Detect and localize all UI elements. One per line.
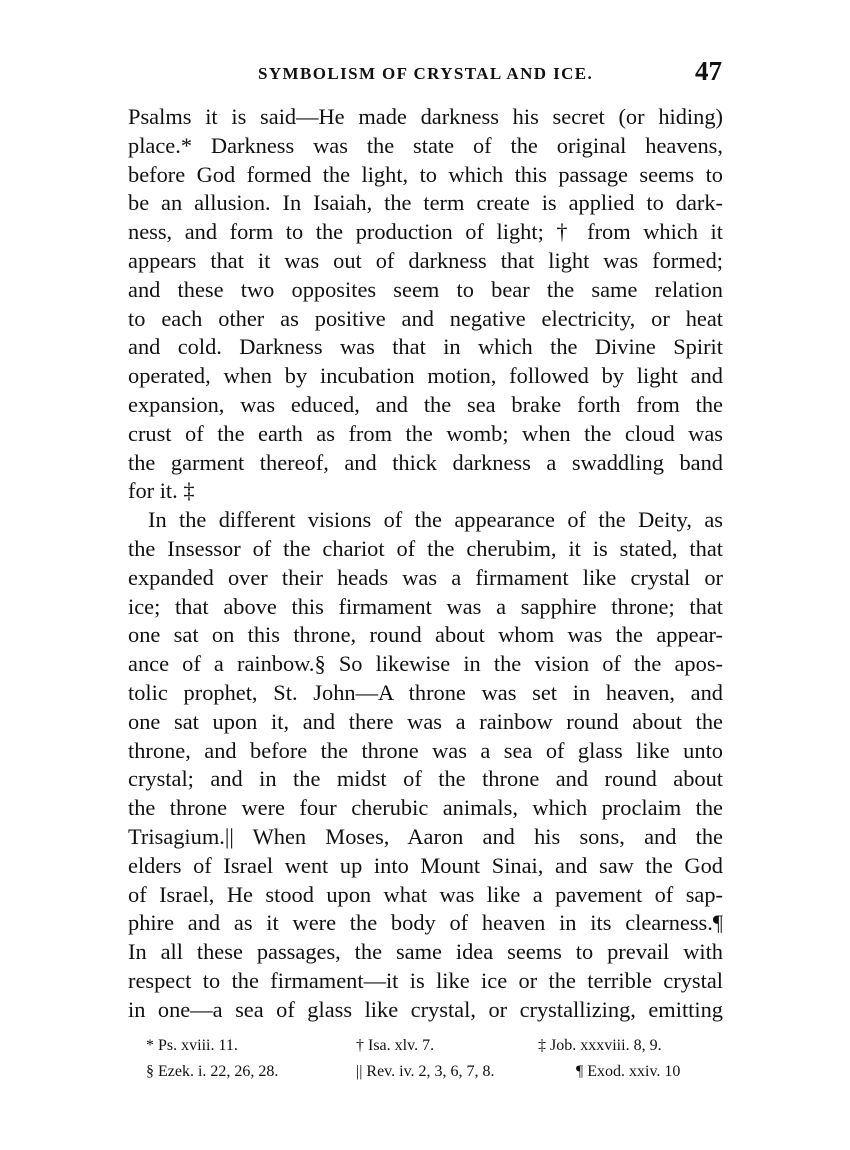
text-line: and these two opposites seem to bear the same relation bbox=[128, 276, 723, 302]
footnote: † Isa. xlv. 7. bbox=[356, 1037, 435, 1054]
text-line: in one—a sea of glass like crystal, or crystallizing, emitting bbox=[128, 996, 723, 1022]
footnote: ‡ Job. xxxviii. 8, 9. bbox=[538, 1037, 662, 1054]
footnote: * Ps. xviii. 11. bbox=[146, 1037, 238, 1054]
text-line: respect to the firmament—it is like ice or the terrible crystal bbox=[128, 967, 723, 993]
text-line: crystal; and in the midst of the throne and round about bbox=[128, 766, 723, 792]
text-line: Psalms it is said—He made darkness his secret (or hiding) bbox=[128, 104, 723, 129]
footnote: § Ezek. i. 22, 26, 28. bbox=[146, 1063, 279, 1080]
footnote-row bbox=[128, 1037, 728, 1063]
page-header bbox=[128, 56, 726, 96]
text-line: expanded over their heads was a firmament like crystal or bbox=[128, 564, 723, 590]
footnote-row bbox=[128, 1063, 728, 1089]
text-line: to each other as positive and negative electricity, or heat bbox=[128, 305, 723, 331]
text-line: of Israel, He stood upon what was like a pavement of sap- bbox=[128, 881, 723, 907]
text-line: expansion, was educed, and the sea brake forth from the bbox=[128, 391, 723, 417]
text-line: place.* Darkness was the state of the original heavens, bbox=[128, 132, 723, 158]
text-line: and cold. Darkness was that in which the Divine Spirit bbox=[128, 334, 723, 360]
text-line: be an allusion. In Isaiah, the term create is applied to dark- bbox=[128, 190, 723, 216]
text-line: tolic prophet, St. John—A throne was set in heaven, and bbox=[128, 679, 723, 705]
text-line: before God formed the light, to which this passage seems to bbox=[128, 161, 723, 187]
text-line: ance of a rainbow.§ So likewise in the vision of the apos- bbox=[128, 651, 723, 677]
text-line: one sat upon it, and there was a rainbow round about the bbox=[128, 708, 723, 734]
text-line: phire and as it were the body of heaven in its clearness.¶ bbox=[128, 910, 723, 936]
text-line: the throne were four cherubic animals, which proclaim the bbox=[128, 795, 723, 821]
text-line: for it. ‡ bbox=[128, 478, 195, 504]
text-line: operated, when by incubation motion, followed by light and bbox=[128, 363, 723, 389]
body-text bbox=[128, 103, 723, 1025]
text-line: throne, and before the throne was a sea of glass like unto bbox=[128, 737, 723, 763]
text-line: appears that it was out of darkness that light was formed; bbox=[128, 247, 723, 273]
text-line: ness, and form to the production of light; † from which it bbox=[128, 219, 723, 245]
text-line: ice; that above this firmament was a sapphire throne; that bbox=[128, 593, 723, 619]
text-line: In the different visions of the appearance of the Deity, as bbox=[148, 507, 723, 533]
page-number: 47 bbox=[695, 56, 722, 86]
footnote: ¶ Exod. xxiv. 10 bbox=[576, 1063, 681, 1080]
footnotes bbox=[128, 1037, 728, 1089]
text-line: Trisagium.|| When Moses, Aaron and his sons, and the bbox=[128, 823, 723, 849]
text-line: elders of Israel went up into Mount Sinai, and saw the God bbox=[128, 852, 723, 878]
text-line: the Insessor of the chariot of the cherubim, it is stated, that bbox=[128, 535, 723, 561]
running-title: SYMBOLISM OF CRYSTAL AND ICE. bbox=[258, 64, 594, 83]
footnote: || Rev. iv. 2, 3, 6, 7, 8. bbox=[356, 1063, 495, 1080]
text-line: the garment thereof, and thick darkness a swaddling band bbox=[128, 449, 723, 475]
text-line: In all these passages, the same idea seems to prevail with bbox=[128, 939, 723, 965]
text-line: one sat on this throne, round about whom was the appear- bbox=[128, 622, 723, 648]
text-line: crust of the earth as from the womb; when the cloud was bbox=[128, 420, 723, 446]
